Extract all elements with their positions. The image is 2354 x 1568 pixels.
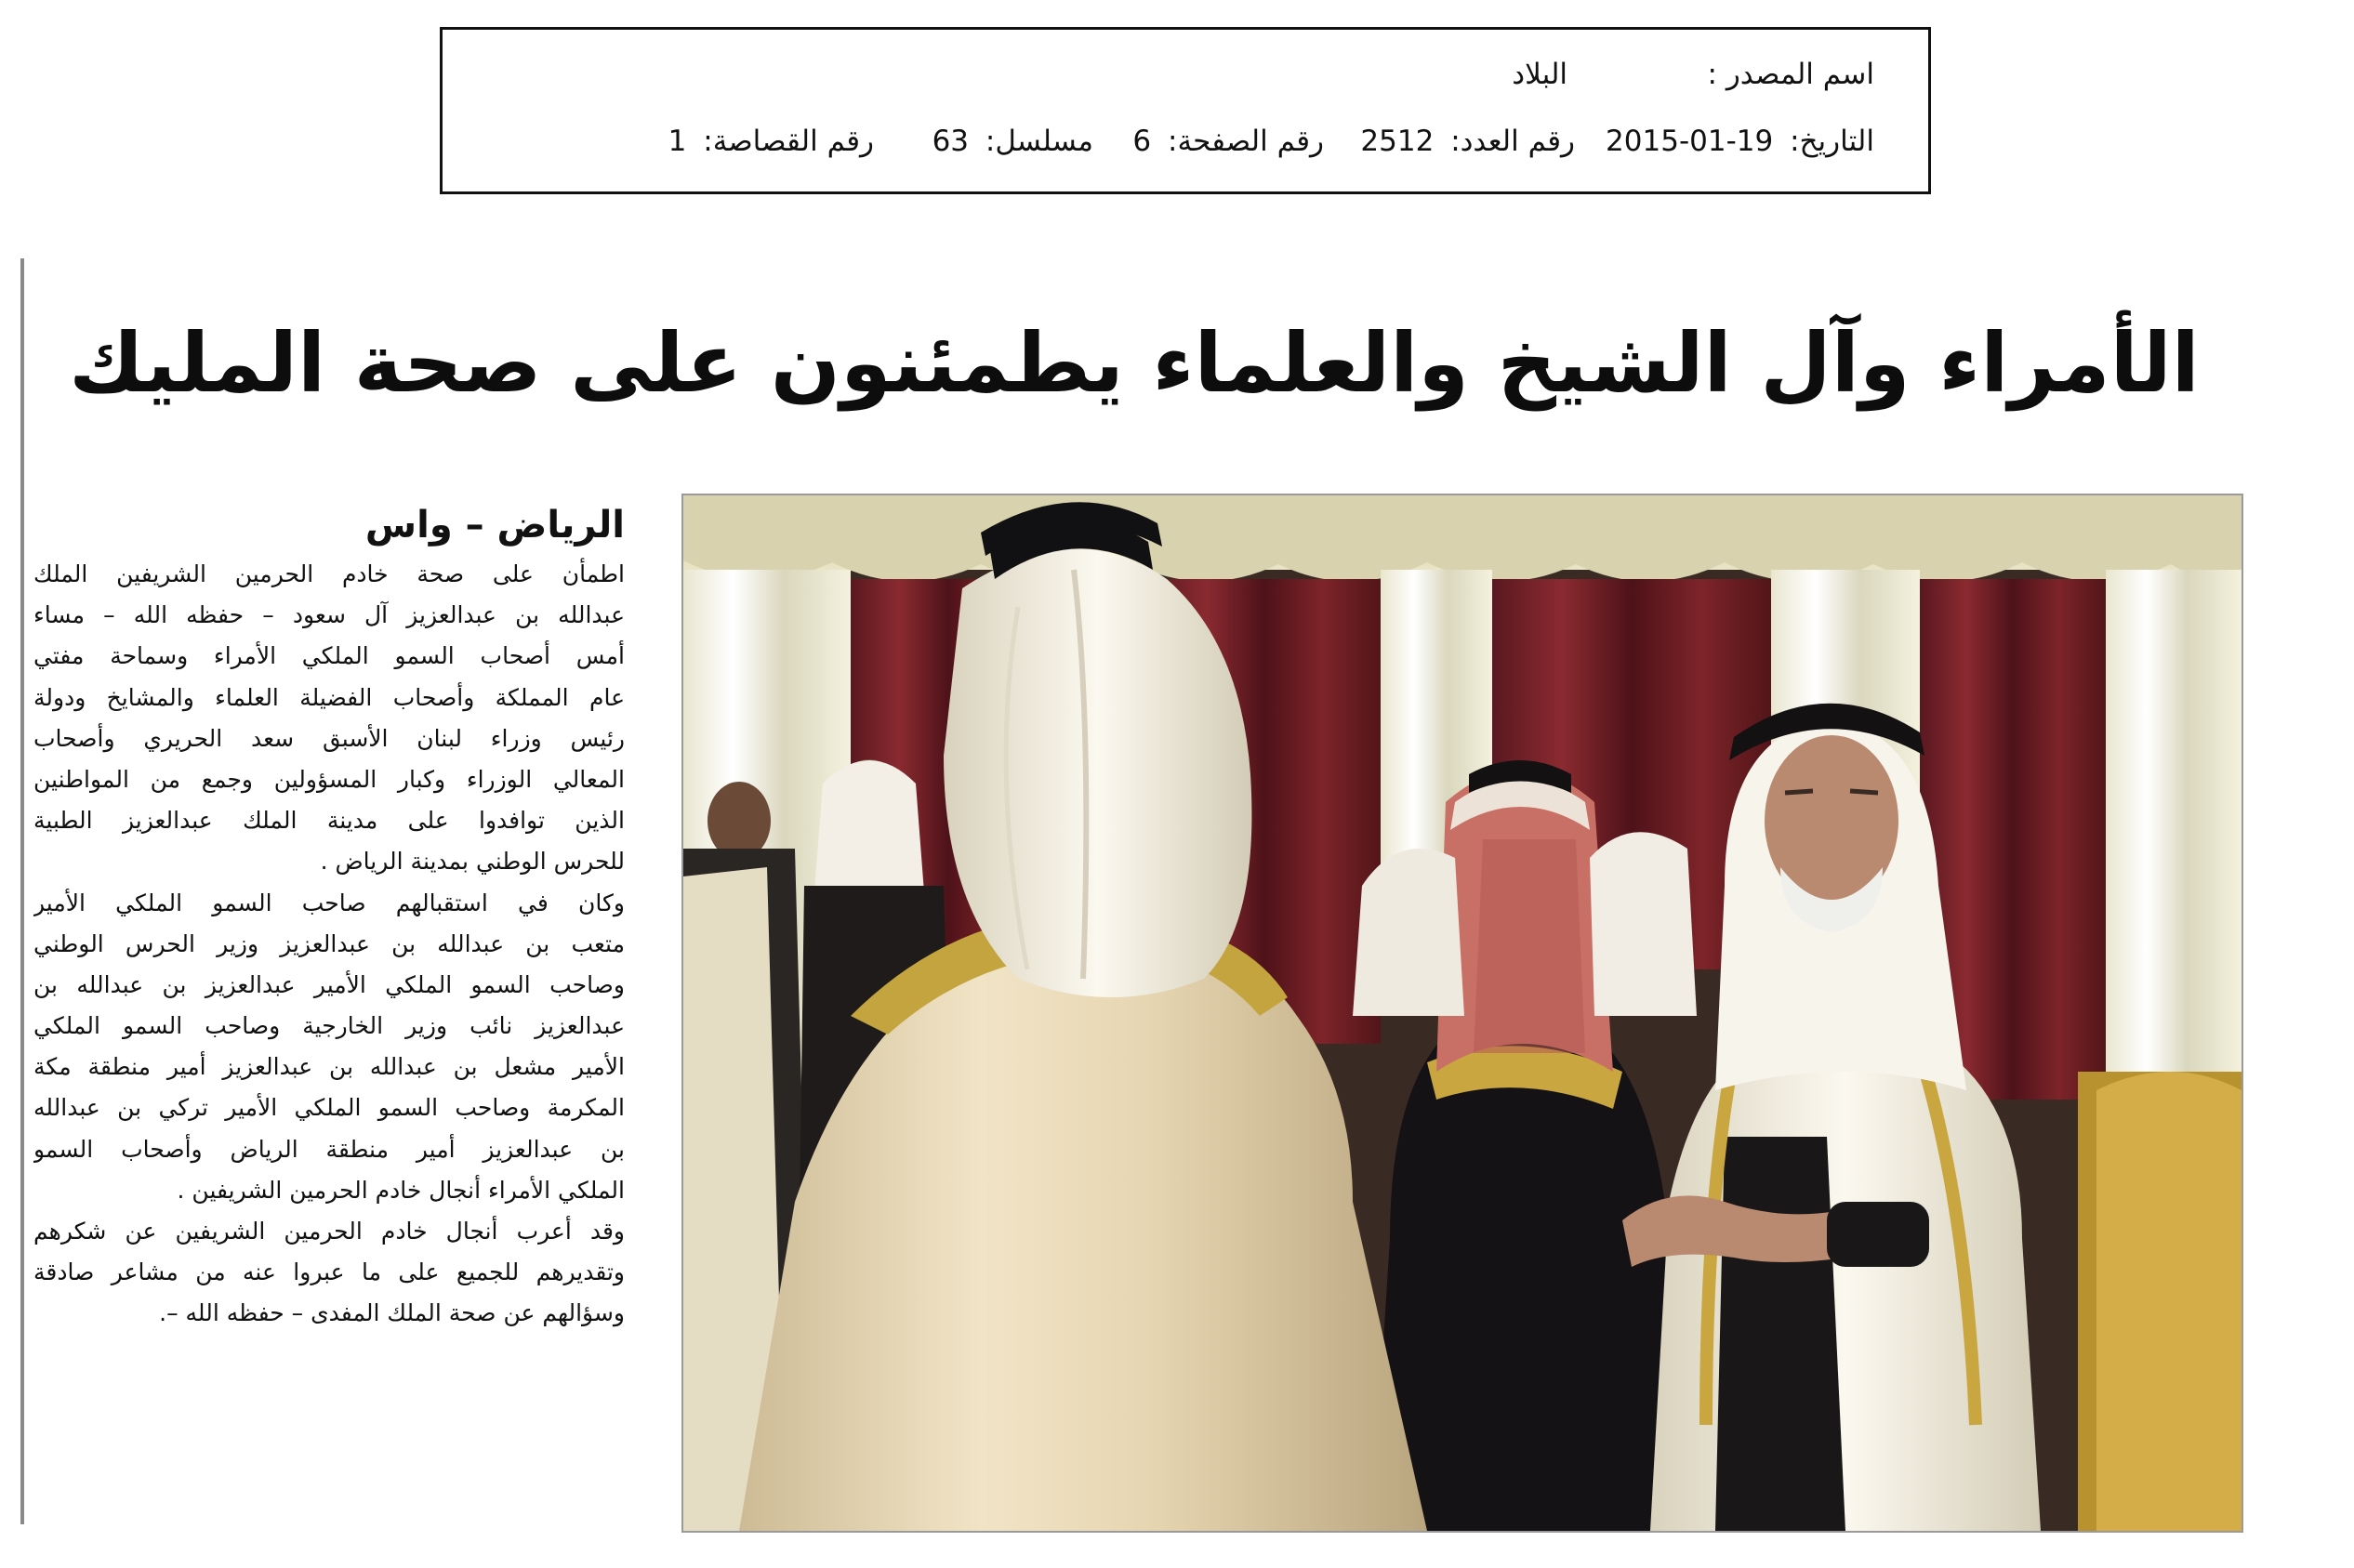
date-label: التاريخ: <box>1790 125 1874 158</box>
serial-value: 63 <box>932 125 970 158</box>
article-line: عبدالعزيز نائب وزير الخارجية وصاحب السمو الملكي <box>33 1012 625 1040</box>
article-line: بن عبدالعزيز أمير منطقة الرياض وأصحاب السمو <box>33 1135 625 1163</box>
article-line: وسؤالهم عن صحة الملك المفدى – حفظه الله –. <box>159 1299 625 1327</box>
clip-value: 1 <box>668 125 687 158</box>
article-line: وقد أعرب أنجال خادم الحرمين الشريفين عن شكرهم <box>33 1218 625 1245</box>
issue-label: رقم العدد: <box>1450 125 1575 158</box>
date-value: 2015-01-19 <box>1606 125 1774 158</box>
article-line: الأمير مشعل بن عبدالله بن عبدالعزيز أمير منطقة مكة <box>33 1053 625 1081</box>
article-line: وصاحب السمو الملكي الأمير عبدالعزيز بن عبدالله بن <box>33 970 625 998</box>
news-photo <box>681 494 2243 1533</box>
dateline: الرياض – واس <box>364 504 625 547</box>
source-label: اسم المصدر : <box>1707 58 1874 91</box>
article-line: الذين توافدوا على مدينة الملك عبدالعزيز الطبية <box>33 807 625 835</box>
article-line: رئيس وزراء لبنان الأسبق سعد الحريري وأصحاب <box>33 724 625 752</box>
article-line: أمس أصحاب السمو الملكي الأمراء وسماحة مفتي <box>33 642 625 670</box>
column-rule <box>20 258 24 1524</box>
article-body <box>33 554 625 1335</box>
article-line: الملكي الأمراء أنجال خادم الحرمين الشريفين . <box>177 1176 625 1204</box>
headline: الأمراء وآل الشيخ والعلماء يطمئنون على صحة المليك <box>69 315 2200 411</box>
issue-value: 2512 <box>1360 125 1435 158</box>
article-line: وتقديرهم للجميع على ما عبروا عنه من مشاعر صادقة <box>33 1258 625 1286</box>
page-field <box>1132 123 1324 160</box>
article-line: وكان في استقبالهم صاحب السمو الملكي الأمير <box>33 889 625 916</box>
serial-label: مسلسل: <box>985 125 1093 158</box>
clip-label: رقم القصاصة: <box>703 125 874 158</box>
article-line: المعالي الوزراء وكبار المسؤولين وجمع من المواطنين <box>33 765 625 793</box>
article-line: اطمأن على صحة خادم الحرمين الشريفين الملك <box>33 560 625 587</box>
serial-field <box>932 123 1093 160</box>
clip-field <box>668 123 874 160</box>
date-field <box>1606 123 1874 160</box>
article-line: متعب بن عبدالله بن عبدالعزيز وزير الحرس الوطني <box>33 929 625 957</box>
article-line: للحرس الوطني بمدينة الرياض . <box>320 848 625 876</box>
page-value: 6 <box>1132 125 1152 158</box>
issue-field <box>1360 123 1575 160</box>
source-value: البلاد <box>1512 58 1567 91</box>
source-metadata-box <box>440 27 1931 194</box>
page-label: رقم الصفحة: <box>1168 125 1324 158</box>
article-line: عبدالله بن عبدالعزيز آل سعود – حفظه الله – مساء <box>33 601 625 629</box>
article-line: عام المملكة وأصحاب الفضيلة العلماء والمشايخ ودولة <box>33 683 625 711</box>
article-line: المكرمة وصاحب السمو الملكي الأمير تركي بن عبدالله <box>33 1094 625 1122</box>
